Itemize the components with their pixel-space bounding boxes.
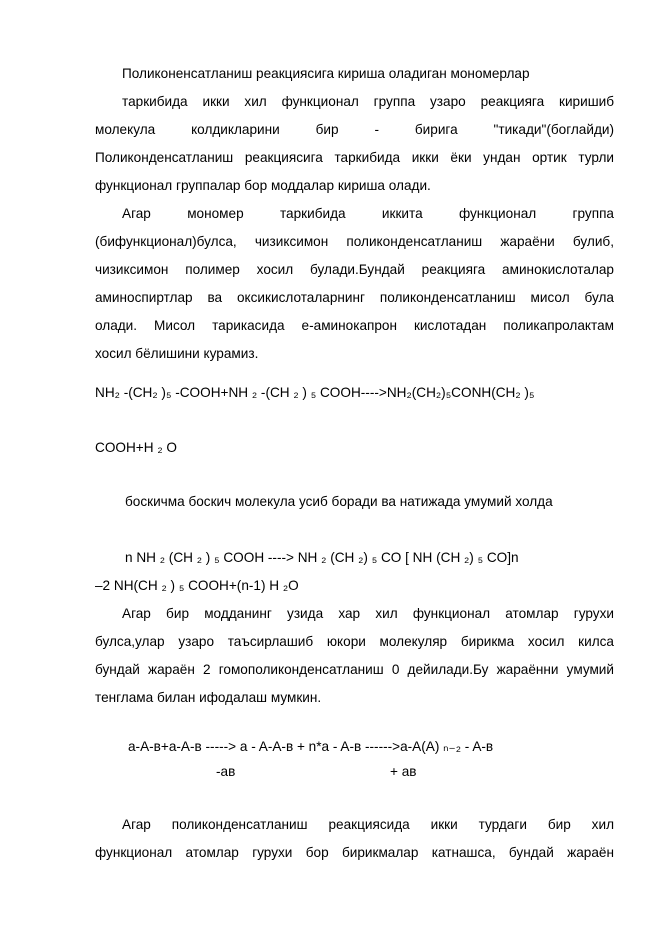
- p1-line-3: молекула колдикларини бир - бирига "тикади"(боглайди): [95, 122, 614, 137]
- p2-line-2: (бифункционал)булса, чизиксимон поликонденсатланиш жараёни булиб,: [95, 234, 614, 249]
- equation-1-line-1: NH₂ -(CH₂ )₅ -COOH+NH ₂ -(CH ₂ ) ₅ COOH---->NH₂(CH₂)₅CONH(CH₂ )₅: [95, 385, 535, 400]
- p5-line-2: функционал атомлар гурухи бор бирикмалар катнашса, бундай жараён: [95, 845, 614, 860]
- p2-line-3: чизиксимон полимер хосил булади.Бундай реакцияга аминокислоталар: [95, 262, 614, 277]
- equation-3-line-1: a-A-в+a-A-в -----> a - A-A-в + n*a - A-в ------>a-A(A) ₙ₋₂ - A-в: [128, 739, 494, 754]
- p2-line-6: хосил бёлишини курамиз.: [95, 346, 259, 361]
- equation-3-byproduct-right: + aв: [390, 764, 417, 779]
- p5-line-1: Агар поликонденсатланиш реакциясида икки турдаги бир хил: [122, 817, 614, 832]
- p4-line-2: булса,улар узаро таъсирлашиб юкори молекуляр бирикма хосил килса: [95, 634, 614, 649]
- p2-line-1: Агар мономер таркибида иккита функционал группа: [122, 206, 614, 221]
- p4-line-4: тенглама билан ифодалаш мумкин.: [95, 690, 322, 705]
- p1-line-5: функционал группалар бор моддалар кириша олади.: [95, 178, 431, 193]
- p4-line-3: бундай жараён 2 гомополиконденсатланиш 0 дейилади.Бу жараённи умумий: [95, 662, 614, 677]
- p3-line-1: боскичма боскич молекула усиб боради ва натижада умумий холда: [125, 494, 553, 509]
- equation-2-line-1: n NH ₂ (CH ₂ ) ₅ COOH ----> NH ₂ (CH ₂) ₅ CO [ NH (CH ₂) ₅ CO]n: [125, 550, 519, 565]
- p4-line-1: Агар бир модданинг узида хар хил функционал атомлар гурухи: [122, 606, 614, 621]
- p1-line-1: Поликоненсатланиш реакциясига кириша оладиган мономерлар: [122, 66, 530, 81]
- equation-3-byproduct-left: -aв: [216, 764, 236, 779]
- p1-line-4: Поликонденсатланиш реакциясига таркибида икки ёки ундан ортик турли: [95, 150, 614, 165]
- p2-line-4: аминоспиртлар ва оксикислоталарнинг поликонденсатланиш мисол була: [95, 290, 614, 305]
- p2-line-5: олади. Мисол тарикасида е-аминокапрон кислотадан поликапролактам: [95, 318, 614, 333]
- equation-1-line-2: COOH+H ₂ O: [95, 440, 177, 455]
- p1-line-2: таркибида икки хил функционал группа узаро реакцияга киришиб: [122, 94, 614, 109]
- equation-2-line-2: –2 NH(CH ₂ ) ₅ COOH+(n-1) H ₂O: [95, 578, 299, 593]
